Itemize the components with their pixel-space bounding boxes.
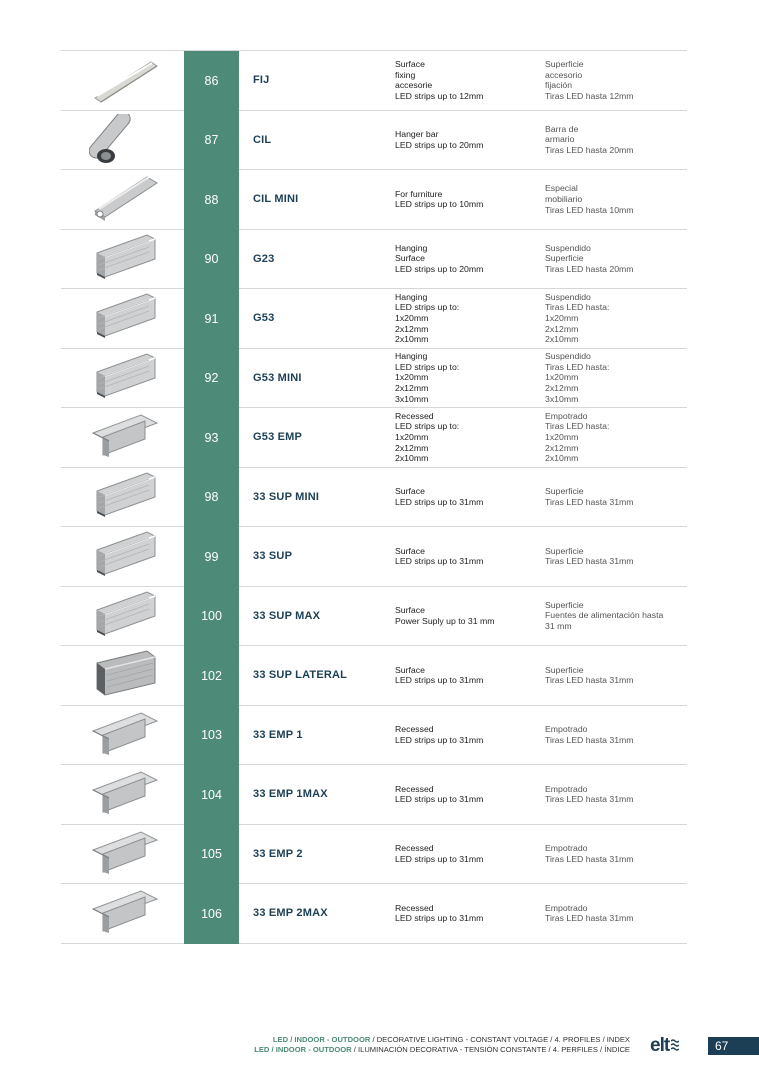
- profile-name[interactable]: CIL MINI: [253, 193, 299, 206]
- aluminium-profile-icon: [89, 768, 161, 820]
- profile-name[interactable]: 33 EMP 2MAX: [253, 907, 328, 920]
- profile-name[interactable]: 33 SUP: [253, 550, 293, 563]
- description-es: Suspendido Tiras LED hasta: 1x20mm 2x12mm 3x10mm: [545, 351, 610, 404]
- description-es: Superficie accesorio fijación Tiras LED hasta 12mm: [545, 59, 634, 101]
- page-ref[interactable]: 91: [184, 289, 239, 349]
- description-en: Hanging LED strips up to: 1x20mm 2x12mm 3x10mm: [395, 351, 460, 404]
- page-ref[interactable]: 86: [184, 51, 239, 111]
- aluminium-profile-icon: [89, 709, 161, 761]
- description-es: Empotrado Tiras LED hasta 31mm: [545, 902, 634, 924]
- page-ref[interactable]: 106: [184, 884, 239, 944]
- table-row: [61, 825, 687, 885]
- profile-image: [89, 352, 161, 404]
- profile-name[interactable]: G53 MINI: [253, 371, 302, 384]
- brand-logo: elt: [650, 1035, 692, 1057]
- aluminium-profile-icon: [89, 887, 161, 939]
- aluminium-profile-icon: [89, 828, 161, 880]
- table-row: [61, 468, 687, 528]
- profile-image: [89, 590, 161, 642]
- page-ref[interactable]: 104: [184, 765, 239, 825]
- description-es: Barra de armario Tiras LED hasta 20mm: [545, 123, 634, 156]
- description-es: Superficie Tiras LED hasta 31mm: [545, 545, 634, 567]
- profile-name[interactable]: G23: [253, 252, 275, 265]
- description-es: Superficie Tiras LED hasta 31mm: [545, 664, 634, 686]
- profile-name[interactable]: 33 SUP LATERAL: [253, 669, 348, 682]
- description-en: Hanger bar LED strips up to 20mm: [395, 129, 484, 150]
- table-row: [61, 587, 687, 647]
- description-en: Recessed LED strips up to 31mm: [395, 783, 484, 805]
- description-en: Recessed LED strips up to: 1x20mm 2x12mm 2x10mm: [395, 410, 460, 464]
- description-en: Surface Power Suply up to 31 mm: [395, 605, 495, 626]
- page-ref[interactable]: 102: [184, 646, 239, 706]
- table-row: [61, 765, 687, 825]
- table-row: [61, 408, 687, 468]
- description-en: Recessed LED strips up to 31mm: [395, 902, 484, 924]
- page-ref[interactable]: 98: [184, 468, 239, 528]
- profile-image: [89, 292, 161, 344]
- description-es: Empotrado Tiras LED hasta 31mm: [545, 724, 634, 745]
- description-en: Hanging Surface LED strips up to 20mm: [395, 242, 484, 275]
- description-en: Surface LED strips up to 31mm: [395, 664, 484, 686]
- description-en: Surface LED strips up to 31mm: [395, 545, 484, 567]
- table-row: [61, 884, 687, 944]
- wave-icon: [671, 1039, 679, 1053]
- breadcrumb-line-es: LED / INDOOR - OUTDOOR / ILUMINACIÓN DECORATIVA - TENSIÓN CONSTANTE / 4. PERFILES / ÍNDICE: [254, 1045, 630, 1055]
- page-ref[interactable]: 92: [184, 349, 239, 409]
- table-row: [61, 527, 687, 587]
- aluminium-profile-icon: [89, 54, 161, 106]
- page-ref[interactable]: 103: [184, 706, 239, 766]
- description-en: For furniture LED strips up to 10mm: [395, 188, 484, 210]
- profile-image: [89, 649, 161, 701]
- profile-name[interactable]: 33 SUP MINI: [253, 490, 320, 503]
- aluminium-profile-icon: [89, 233, 161, 285]
- description-es: Suspendido Superficie Tiras LED hasta 20mm: [545, 242, 634, 275]
- page-ref[interactable]: 87: [184, 111, 239, 171]
- breadcrumb: [254, 1035, 630, 1055]
- description-es: Empotrado Tiras LED hasta 31mm: [545, 843, 634, 864]
- table-row: [61, 230, 687, 290]
- profile-name[interactable]: G53: [253, 312, 275, 325]
- profile-image: [89, 828, 161, 880]
- profile-name[interactable]: G53 EMP: [253, 431, 303, 444]
- profile-image: [89, 173, 161, 225]
- description-es: Superficie Tiras LED hasta 31mm: [545, 486, 634, 507]
- profile-name[interactable]: FIJ: [253, 74, 270, 87]
- breadcrumb-line-en: LED / INDOOR - OUTDOOR / DECORATIVE LIGHTING - CONSTANT VOLTAGE / 4. PROFILES / INDEX: [272, 1035, 630, 1044]
- description-en: Surface fixing accesorie LED strips up to 12mm: [395, 59, 484, 101]
- page-footer: [0, 1034, 759, 1058]
- profile-image: [89, 887, 161, 939]
- profile-name[interactable]: 33 SUP MAX: [253, 609, 321, 622]
- page-ref[interactable]: 93: [184, 408, 239, 468]
- profile-image: [89, 233, 161, 285]
- profile-image: [89, 709, 161, 761]
- profile-image: [89, 471, 161, 523]
- table-row: [61, 706, 687, 766]
- table-row: [61, 111, 687, 171]
- profile-image: [89, 54, 161, 106]
- aluminium-profile-icon: [89, 411, 161, 463]
- description-es: Empotrado Tiras LED hasta 31mm: [545, 783, 634, 805]
- aluminium-profile-icon: [89, 471, 161, 523]
- profile-name[interactable]: 33 EMP 1: [253, 728, 303, 741]
- profiles-index-table: [61, 50, 687, 944]
- description-es: Suspendido Tiras LED hasta: 1x20mm 2x12mm 2x10mm: [545, 291, 610, 345]
- page-ref[interactable]: 100: [184, 587, 239, 647]
- description-en: Surface LED strips up to 31mm: [395, 486, 484, 507]
- aluminium-profile-icon: [89, 590, 161, 642]
- profile-image: [89, 768, 161, 820]
- aluminium-profile-icon: [89, 649, 161, 701]
- profile-image: [89, 411, 161, 463]
- page-ref[interactable]: 90: [184, 230, 239, 290]
- description-es: Empotrado Tiras LED hasta: 1x20mm 2x12mm 2x10mm: [545, 410, 610, 464]
- profile-name[interactable]: CIL: [253, 133, 272, 146]
- aluminium-profile-icon: [89, 173, 161, 225]
- aluminium-profile-icon: [89, 530, 161, 582]
- page-number: 67: [708, 1037, 759, 1055]
- table-row: [61, 170, 687, 230]
- table-row: [61, 289, 687, 349]
- description-en: Hanging LED strips up to: 1x20mm 2x12mm 2x10mm: [395, 291, 460, 345]
- aluminium-profile-icon: [89, 352, 161, 404]
- table-row: [61, 51, 687, 111]
- table-row: [61, 349, 687, 409]
- description-es: Superficie Fuentes de alimentación hasta 31 mm: [545, 599, 664, 632]
- profile-name[interactable]: 33 EMP 2: [253, 847, 303, 860]
- aluminium-profile-icon: [89, 114, 161, 166]
- table-row: [61, 646, 687, 706]
- profile-image: [89, 530, 161, 582]
- page-ref[interactable]: 88: [184, 170, 239, 230]
- profile-image: [89, 114, 161, 166]
- description-en: Recessed LED strips up to 31mm: [395, 724, 484, 745]
- aluminium-profile-icon: [89, 292, 161, 344]
- profile-name[interactable]: 33 EMP 1MAX: [253, 788, 328, 801]
- page-ref[interactable]: 99: [184, 527, 239, 587]
- page-ref[interactable]: 105: [184, 825, 239, 885]
- description-es: Especial mobiliario Tiras LED hasta 10mm: [545, 183, 634, 215]
- description-en: Recessed LED strips up to 31mm: [395, 843, 484, 864]
